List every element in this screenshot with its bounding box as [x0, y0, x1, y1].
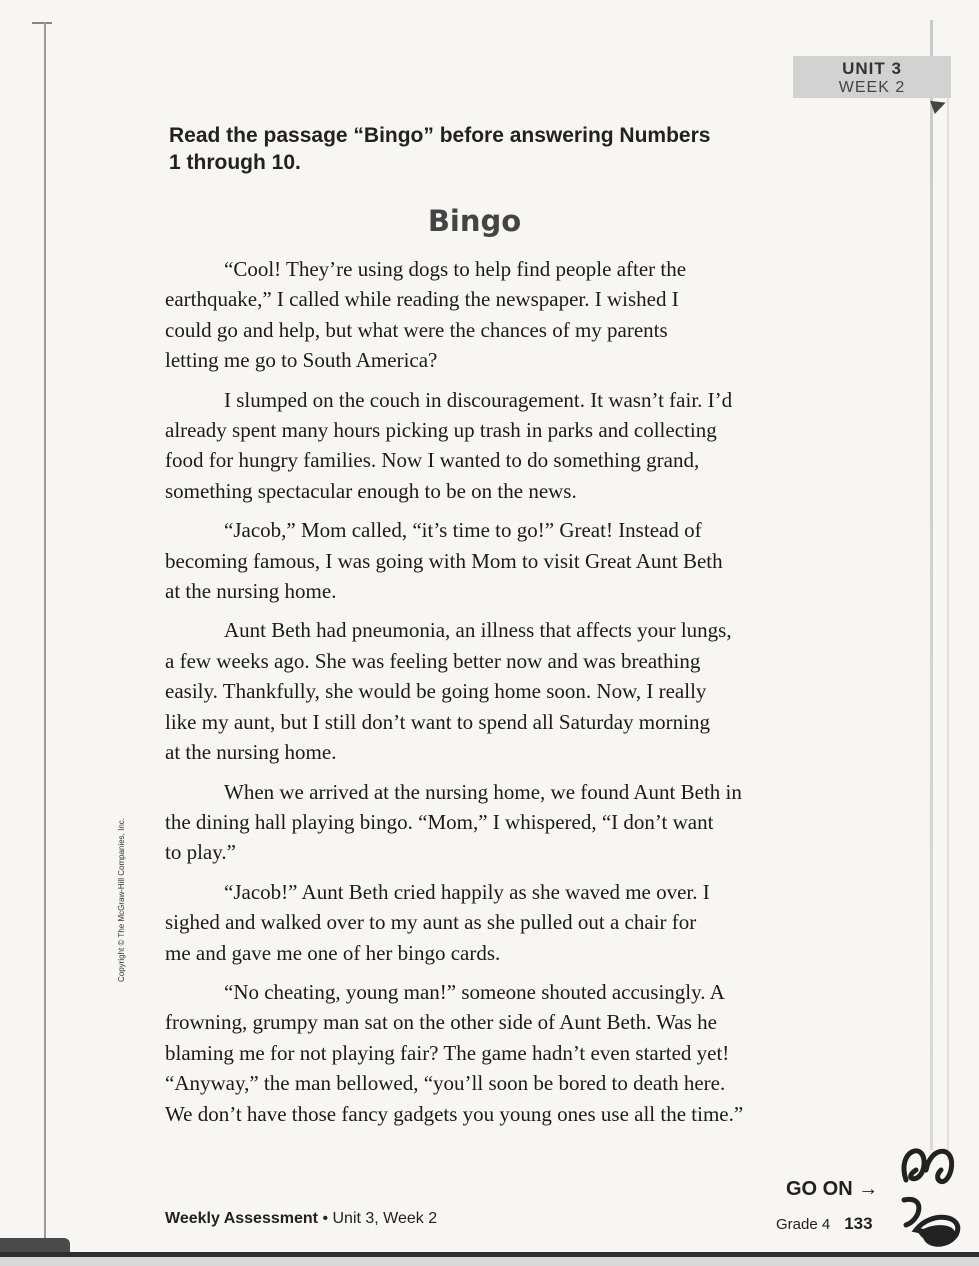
text-line: “No cheating, young man!” someone shouted accusingly. A	[224, 979, 725, 1004]
scan-bottom-shadow	[0, 1257, 979, 1266]
footer-assessment-title: Weekly Assessment	[165, 1210, 318, 1227]
text-line: frowning, grumpy man sat on the other side of Aunt Beth. Was he	[165, 1010, 717, 1035]
paragraph	[165, 385, 790, 507]
paragraph	[165, 877, 790, 968]
text-line: me and gave me one of her bingo cards.	[165, 940, 501, 965]
week-label: WEEK 2	[838, 79, 906, 96]
unit-label: UNIT 3	[842, 59, 902, 78]
footer-unit-week: • Unit 3, Week 2	[322, 1210, 438, 1227]
copyright-notice: Copyright © The McGraw-Hill Companies, Inc.	[117, 817, 126, 982]
text-line: blaming me for not playing fair? The game hadn’t even started yet!	[165, 1040, 730, 1065]
paragraph	[165, 615, 790, 767]
text-line: “Cool! They’re using dogs to help find people after the	[224, 257, 687, 281]
paragraph	[165, 515, 790, 606]
text-line: a few weeks ago. She was feeling better now and was breathing	[165, 648, 701, 673]
text-line: We don’t have those fancy gadgets you young ones use all the time.”	[165, 1101, 744, 1126]
text-line: the dining hall playing bingo. “Mom,” I whispered, “I don’t want	[165, 809, 714, 834]
page-number: 133	[844, 1214, 873, 1233]
text-line: letting me go to South America?	[165, 348, 438, 373]
go-on-label: GO ON →	[786, 1178, 879, 1200]
instructions-line: Read the passage “Bingo” before answering Numbers	[169, 124, 711, 147]
handwritten-scribble-icon	[896, 1140, 968, 1252]
text-line: sighed and walked over to my aunt as she pulled out a chair for	[165, 910, 697, 935]
text-line: When we arrived at the nursing home, we found Aunt Beth in	[224, 779, 742, 804]
footer-grade: Grade 4	[776, 1216, 831, 1233]
text-line: already spent many hours picking up trash in parks and collecting	[165, 418, 717, 443]
footer-assessment	[165, 1210, 437, 1228]
text-line: “Jacob!” Aunt Beth cried happily as she waved me over. I	[224, 879, 710, 904]
text-line: I slumped on the couch in discouragement. It wasn’t fair. I’d	[224, 387, 733, 412]
text-line: to play.”	[165, 840, 236, 865]
unit-week-tab	[793, 56, 951, 98]
passage-body	[165, 254, 790, 1129]
text-line: something spectacular enough to be on the news.	[165, 478, 577, 503]
text-line: like my aunt, but I still don’t want to spend all Saturday morning	[165, 709, 710, 734]
text-line: easily. Thankfully, she would be going home soon. Now, I really	[165, 679, 707, 704]
paragraph	[165, 777, 790, 868]
text-line: “Jacob,” Mom called, “it’s time to go!” Great! Instead of	[224, 518, 702, 543]
instructions-line: 1 through 10.	[169, 151, 301, 174]
scan-margin-mark	[32, 22, 52, 24]
paragraph	[165, 254, 790, 376]
footer-grade-page	[776, 1214, 873, 1234]
text-line: earthquake,” I called while reading the newspaper. I wished I	[165, 287, 679, 312]
scan-right-edge	[930, 20, 933, 1150]
instructions	[169, 122, 769, 176]
text-line: could go and help, but what were the chances of my parents	[165, 317, 668, 342]
paragraph	[165, 977, 790, 1129]
text-line: “Anyway,” the man bellowed, “you’ll soon be bored to death here.	[165, 1071, 726, 1096]
text-line: at the nursing home.	[165, 740, 337, 765]
text-line: food for hungry families. Now I wanted to do something grand,	[165, 448, 700, 473]
text-line: at the nursing home.	[165, 579, 337, 604]
passage-title: Bingo	[427, 204, 522, 238]
text-line: becoming famous, I was going with Mom to visit Great Aunt Beth	[165, 548, 723, 573]
text-line: Aunt Beth had pneumonia, an illness that affects your lungs,	[224, 618, 732, 643]
scan-right-edge-shadow	[947, 80, 949, 1160]
